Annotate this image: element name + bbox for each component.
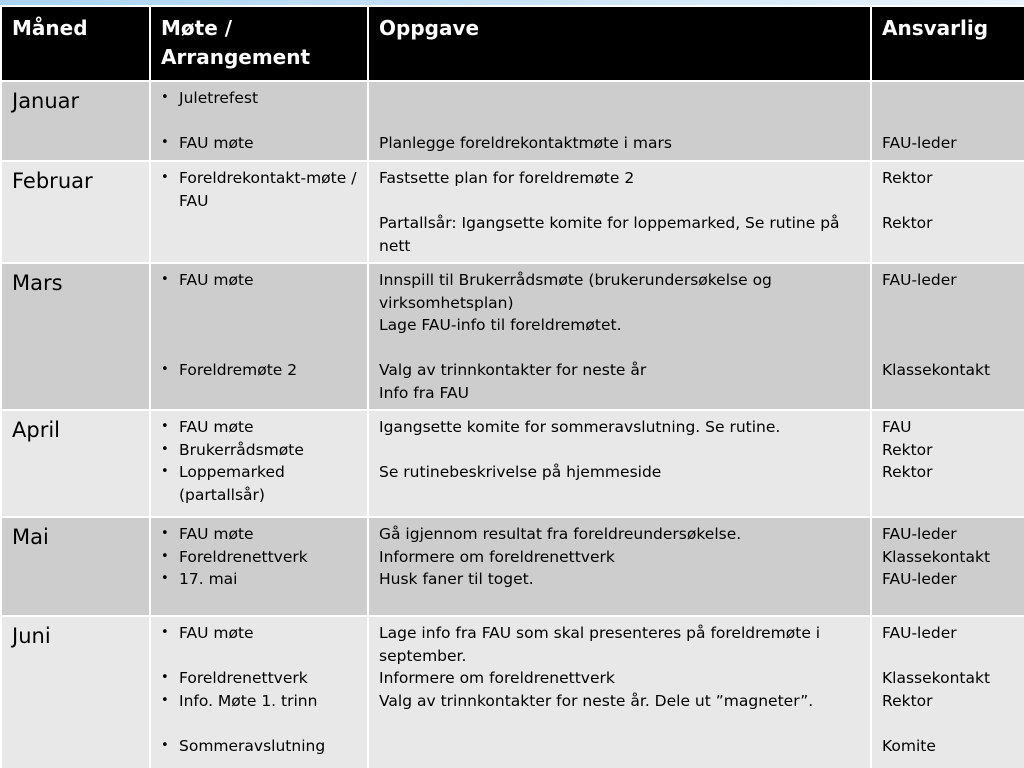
task-text: Lage info fra FAU som skal presenteres på foreldremøte i september.	[379, 624, 826, 665]
event-item	[161, 667, 357, 690]
task-text: Gå igjennom resultat fra foreldreundersøkelse.	[379, 525, 742, 543]
table-row	[1, 517, 1024, 616]
event-item	[161, 568, 357, 591]
bullet-icon: •	[161, 441, 169, 457]
responsible-text: FAU-leder	[882, 525, 957, 543]
event-text: FAU møte	[179, 624, 254, 642]
spacer	[882, 292, 1014, 315]
annual-plan-table	[0, 5, 1024, 768]
responsible-text: Rektor	[882, 440, 933, 459]
bullet-icon: •	[161, 464, 169, 479]
responsible-text: FAU-leder	[882, 271, 957, 289]
event-text: FAU møte	[179, 134, 254, 152]
bullet-icon: •	[161, 419, 169, 434]
bullet-icon: •	[161, 135, 169, 150]
responsible-text: Rektor	[882, 214, 933, 232]
task-text: Planlegge foreldrekontaktmøte i mars	[379, 134, 672, 152]
event-cell	[150, 263, 368, 410]
event-text: Juletrefest	[179, 89, 259, 107]
event-text: FAU møte	[179, 271, 254, 289]
month-cell: Mai	[1, 517, 150, 616]
month-cell: April	[1, 410, 150, 517]
responsible-text: FAU	[882, 418, 912, 436]
task-text: Partallsår: Igangsette komite for loppemarked, Se rutine på nett	[379, 214, 845, 255]
event-cell	[150, 410, 368, 517]
event-item	[161, 416, 357, 439]
header-event: Møte / Arrangement	[150, 6, 368, 81]
event-text: Foreldrenettverk	[179, 669, 308, 687]
spacer	[379, 190, 860, 213]
table-row	[1, 616, 1024, 768]
header-month: Måned	[1, 6, 150, 81]
bullet-icon: •	[161, 170, 169, 185]
table-row	[1, 263, 1024, 410]
spacer	[161, 292, 357, 315]
responsible-text: Rektor	[882, 169, 933, 187]
task-text: Fastsette plan for foreldremøte 2	[379, 169, 635, 187]
responsible-cell	[871, 616, 1024, 768]
responsible-cell	[871, 161, 1024, 263]
task-text: Informere om foreldrenettverk	[379, 547, 615, 566]
bullet-icon: •	[161, 737, 169, 753]
spacer	[379, 110, 860, 133]
responsible-text: Rektor	[882, 463, 933, 481]
responsible-text: Klassekontakt	[882, 361, 991, 379]
event-text: 17. mai	[179, 570, 238, 588]
responsible-cell	[871, 263, 1024, 410]
spacer	[882, 190, 1014, 213]
responsible-text: FAU-leder	[882, 570, 957, 588]
spacer	[379, 337, 860, 360]
bullet-icon: •	[161, 272, 169, 287]
event-text: Loppemarked (partallsår)	[179, 463, 285, 504]
event-item	[161, 132, 357, 155]
event-item	[161, 167, 357, 212]
event-item	[161, 359, 357, 382]
event-item	[161, 546, 357, 569]
table-row	[1, 410, 1024, 517]
event-cell	[150, 161, 368, 263]
month-cell: Januar	[1, 81, 150, 161]
spacer	[882, 314, 1014, 337]
responsible-cell	[871, 410, 1024, 517]
task-text: Valg av trinnkontakter for neste år	[379, 361, 647, 379]
header-row	[1, 6, 1024, 81]
task-text: Igangsette komite for sommeravslutning. Se rutine.	[379, 418, 781, 436]
bullet-icon: •	[161, 548, 169, 564]
responsible-text: Komite	[882, 736, 936, 755]
spacer	[882, 110, 1014, 133]
event-item	[161, 735, 357, 758]
bullet-icon: •	[161, 571, 169, 586]
spacer	[882, 712, 1014, 735]
event-text: Sommeravslutning	[179, 736, 326, 755]
responsible-cell	[871, 517, 1024, 616]
spacer	[161, 645, 357, 668]
task-text: Info fra FAU	[379, 383, 469, 402]
bullet-icon: •	[161, 692, 169, 708]
spacer	[161, 110, 357, 133]
bullet-icon: •	[161, 670, 169, 685]
spacer	[882, 645, 1014, 668]
event-text: Brukerrådsmøte	[179, 440, 304, 459]
event-text: Info. Møte 1. trinn	[179, 691, 318, 710]
responsible-text: Rektor	[882, 691, 933, 710]
spacer	[379, 439, 860, 462]
month-cell: Februar	[1, 161, 150, 263]
task-cell	[368, 517, 871, 616]
task-cell	[368, 410, 871, 517]
spacer	[161, 712, 357, 735]
event-item	[161, 523, 357, 546]
task-text: Husk faner til toget.	[379, 570, 534, 588]
month-cell: Mars	[1, 263, 150, 410]
table-body	[1, 81, 1024, 768]
event-cell	[150, 517, 368, 616]
event-text: Foreldrekontakt-møte / FAU	[179, 169, 357, 210]
bullet-icon: •	[161, 625, 169, 640]
task-text: Lage FAU-info til foreldremøtet.	[379, 316, 622, 334]
task-text: Innspill til Brukerrådsmøte (brukerundersøkelse og virksomhetsplan)	[379, 271, 777, 312]
spacer	[882, 87, 1014, 110]
event-text: Foreldrenettverk	[179, 547, 308, 566]
event-item	[161, 690, 357, 713]
header-responsible: Ansvarlig	[871, 6, 1024, 81]
header-task: Oppgave	[368, 6, 871, 81]
task-text: Valg av trinnkontakter for neste år. Dele ut ”magneter”.	[379, 691, 814, 710]
bullet-icon: •	[161, 526, 169, 541]
task-cell	[368, 161, 871, 263]
table-row	[1, 161, 1024, 263]
task-cell	[368, 616, 871, 768]
event-text: Foreldremøte 2	[179, 361, 298, 379]
spacer	[161, 337, 357, 360]
event-item	[161, 622, 357, 645]
responsible-text: Klassekontakt	[882, 547, 991, 566]
event-cell	[150, 81, 368, 161]
task-text: Informere om foreldrenettverk	[379, 669, 615, 687]
event-item	[161, 439, 357, 462]
table-row	[1, 81, 1024, 161]
table-header	[1, 6, 1024, 81]
event-text: FAU møte	[179, 418, 254, 436]
spacer	[379, 87, 860, 110]
event-item	[161, 269, 357, 292]
month-cell: Juni	[1, 616, 150, 768]
responsible-text: FAU-leder	[882, 134, 957, 152]
event-item	[161, 87, 357, 110]
spacer	[882, 337, 1014, 360]
responsible-text: Klassekontakt	[882, 669, 991, 687]
task-cell	[368, 81, 871, 161]
event-item	[161, 461, 357, 506]
event-text: FAU møte	[179, 525, 254, 543]
responsible-cell	[871, 81, 1024, 161]
event-cell	[150, 616, 368, 768]
responsible-text: FAU-leder	[882, 624, 957, 642]
spacer	[161, 314, 357, 337]
bullet-icon: •	[161, 362, 169, 377]
task-cell	[368, 263, 871, 410]
bullet-icon: •	[161, 90, 169, 105]
task-text: Se rutinebeskrivelse på hjemmeside	[379, 463, 662, 481]
